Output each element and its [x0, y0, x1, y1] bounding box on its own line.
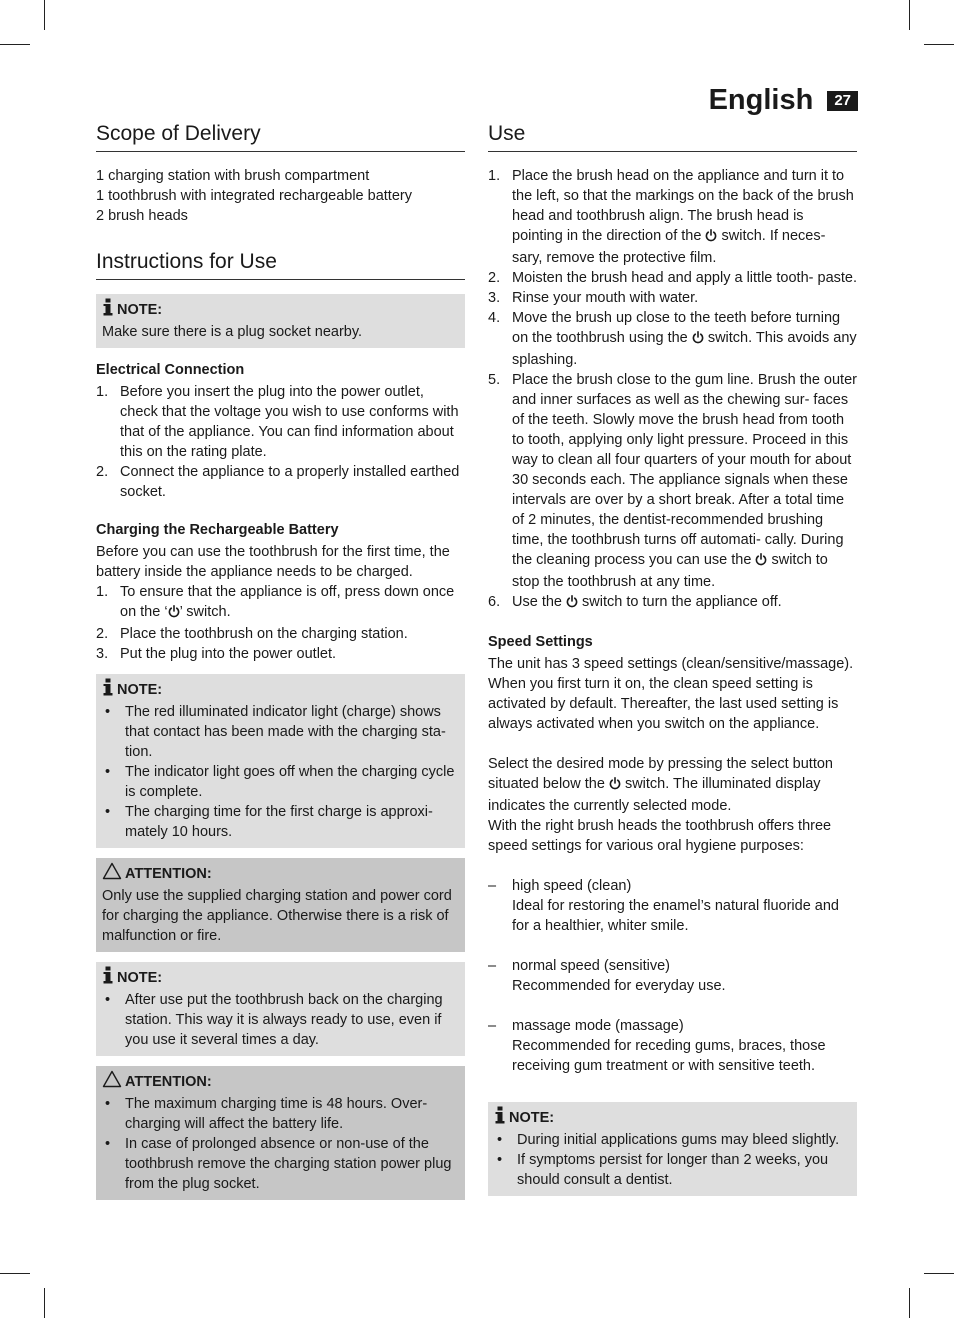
power-icon [755, 552, 767, 572]
note-box [488, 1102, 857, 1196]
right-column [488, 122, 857, 1204]
scope-item: 1 charging station with brush compartment [96, 168, 370, 184]
speed-mode: – high speed (clean) Ideal for restoring the enamel’s natural fluoride and for a healthier, whiter smile. [488, 876, 857, 936]
mode-name: normal speed (sensitive) [512, 958, 670, 974]
scope-heading: Scope of Delivery [96, 122, 465, 152]
page-header [709, 84, 858, 117]
page-number: 27 [827, 91, 858, 111]
list-item: 2. Connect the appliance to a properly installed earthed socket. [96, 464, 460, 500]
list-item: 6. Use the switch to turn the appliance off. [488, 592, 857, 614]
crop-mark [909, 0, 910, 30]
list-item: 2. Place the toothbrush on the charging station. [96, 626, 408, 642]
info-icon [102, 966, 114, 990]
note-box [96, 294, 465, 348]
warning-icon [102, 862, 122, 886]
instructions-heading: Instructions for Use [96, 250, 465, 280]
scope-item: 2 brush heads [96, 208, 188, 224]
power-icon [168, 604, 180, 624]
mode-name: massage mode (massage) [512, 1018, 684, 1034]
list-item: 1. Before you insert the plug into the power outlet, check that the voltage you wish to use conforms with that of the appliance. You can find information about this on the rating plate. [96, 384, 459, 460]
note-box [96, 962, 465, 1056]
electrical-steps [96, 382, 465, 502]
scope-item: 1 toothbrush with integrated rechargeable battery [96, 188, 412, 204]
attention-box [96, 858, 465, 952]
info-icon [102, 678, 114, 702]
attention-box [96, 1066, 465, 1200]
list-item: • After use put the toothbrush back on the charging station. This way it is always ready to use, even if you use it several times a day. [102, 990, 459, 1050]
list-item: 3. Rinse your mouth with water. [488, 290, 699, 306]
charging-intro: Before you can use the toothbrush for the first time, the battery inside the appliance needs to be charged. [96, 544, 450, 580]
crop-mark [924, 44, 954, 45]
list-item: 2. Moisten the brush head and apply a little tooth- paste. [488, 270, 857, 286]
list-item: • The charging time for the first charge is approxi- mately 10 hours. [102, 802, 459, 842]
power-icon [705, 228, 717, 248]
note-text: Make sure there is a plug socket nearby. [102, 324, 363, 340]
list-item: • The red illuminated indicator light (charge) shows that contact has been made with the charging sta- tion. [102, 702, 459, 762]
info-icon [102, 298, 114, 322]
attention-label: ATTENTION: [125, 1074, 212, 1090]
speed-mode: – normal speed (sensitive) Recommended for everyday use. [488, 956, 857, 996]
crop-mark [0, 44, 30, 45]
speed-para: With the right brush heads the toothbrush offers three speed settings for various oral hygiene purposes: [488, 818, 832, 854]
speed-heading: Speed Settings [488, 634, 593, 650]
mode-desc: Ideal for restoring the enamel’s natural fluoride and for a healthier, whiter smile. [512, 898, 839, 934]
attention-text: Only use the supplied charging station and power cord for charging the appliance. Otherwise there is a risk of malfunction or fire. [102, 888, 452, 944]
power-icon [692, 330, 704, 350]
power-icon [566, 594, 578, 614]
crop-mark [44, 0, 45, 30]
mode-desc: Recommended for everyday use. [512, 978, 726, 994]
list-item: • The maximum charging time is 48 hours. Over- charging will affect the battery life. [102, 1094, 459, 1134]
use-steps [488, 166, 857, 614]
attention-label: ATTENTION: [125, 866, 212, 882]
electrical-heading: Electrical Connection [96, 362, 245, 378]
language-title: English [708, 84, 814, 116]
charging-steps [96, 582, 465, 664]
list-item: 5. Place the brush close to the gum line. Brush the outer and inner surfaces as well as the chewing sur- faces of the teeth. Slowly move the brush head from tooth to tooth, applying only light pressure. Proceed in this way to clean all four quarters of your mouth for about 30 seconds each. The appliance signals when these intervals are over by a short break. After a total time of 2 minutes, the dentist-recommended brushing time, the toothbrush turns off automati- cally. During the cleaning process you can use the switch to stop the toothbrush at any time. [488, 372, 857, 590]
list-item: 1. To ensure that the appliance is off, press down once on the ‘ ’ switch. [96, 582, 465, 624]
crop-mark [0, 1273, 30, 1274]
list-item: 1. Place the brush head on the appliance and turn it to the left, so that the markings on the back of the brush head and toothbrush align. The brush head is pointing in the direction of the switch. If neces- sary, remove the protective film. [488, 168, 854, 266]
note-label: NOTE: [117, 970, 163, 986]
speed-mode: – massage mode (massage) Recommended for receding gums, braces, those receiving gum treatment or with sensitive teeth. [488, 1016, 857, 1076]
warning-icon [102, 1070, 122, 1094]
charging-heading: Charging the Rechargeable Battery [96, 522, 339, 538]
mode-name: high speed (clean) [512, 878, 632, 894]
list-item: 3. Put the plug into the power outlet. [96, 646, 337, 662]
note-label: NOTE: [117, 682, 163, 698]
mode-desc: Recommended for receding gums, braces, those receiving gum treatment or with sensitive teeth. [512, 1038, 826, 1074]
crop-mark [44, 1288, 45, 1318]
note-label: NOTE: [509, 1110, 555, 1126]
list-item: • During initial applications gums may bleed slightly. [494, 1130, 851, 1150]
speed-para: Select the desired mode by pressing the select button situated below the switch. The illuminated display indicates the currently selected mode. [488, 756, 833, 814]
left-column [96, 122, 465, 1208]
crop-mark [924, 1273, 954, 1274]
list-item: • If symptoms persist for longer than 2 weeks, you should consult a dentist. [494, 1150, 851, 1190]
scope-list [96, 166, 465, 226]
use-heading: Use [488, 122, 857, 152]
info-icon [494, 1106, 506, 1130]
list-item: • The indicator light goes off when the charging cycle is complete. [102, 762, 459, 802]
speed-para: The unit has 3 speed settings (clean/sensitive/massage). When you first turn it on, the clean speed setting is activated by default. Thereafter, the last used setting is always activated when you switch on the appliance. [488, 656, 854, 732]
list-item: 4. Move the brush up close to the teeth before turning on the toothbrush using the switch. This avoids any splashing. [488, 310, 857, 368]
note-label: NOTE: [117, 302, 163, 318]
crop-mark [909, 1288, 910, 1318]
note-box [96, 674, 465, 848]
power-icon [609, 776, 621, 796]
list-item: • In case of prolonged absence or non-use of the toothbrush remove the charging station power plug from the plug socket. [102, 1134, 459, 1194]
